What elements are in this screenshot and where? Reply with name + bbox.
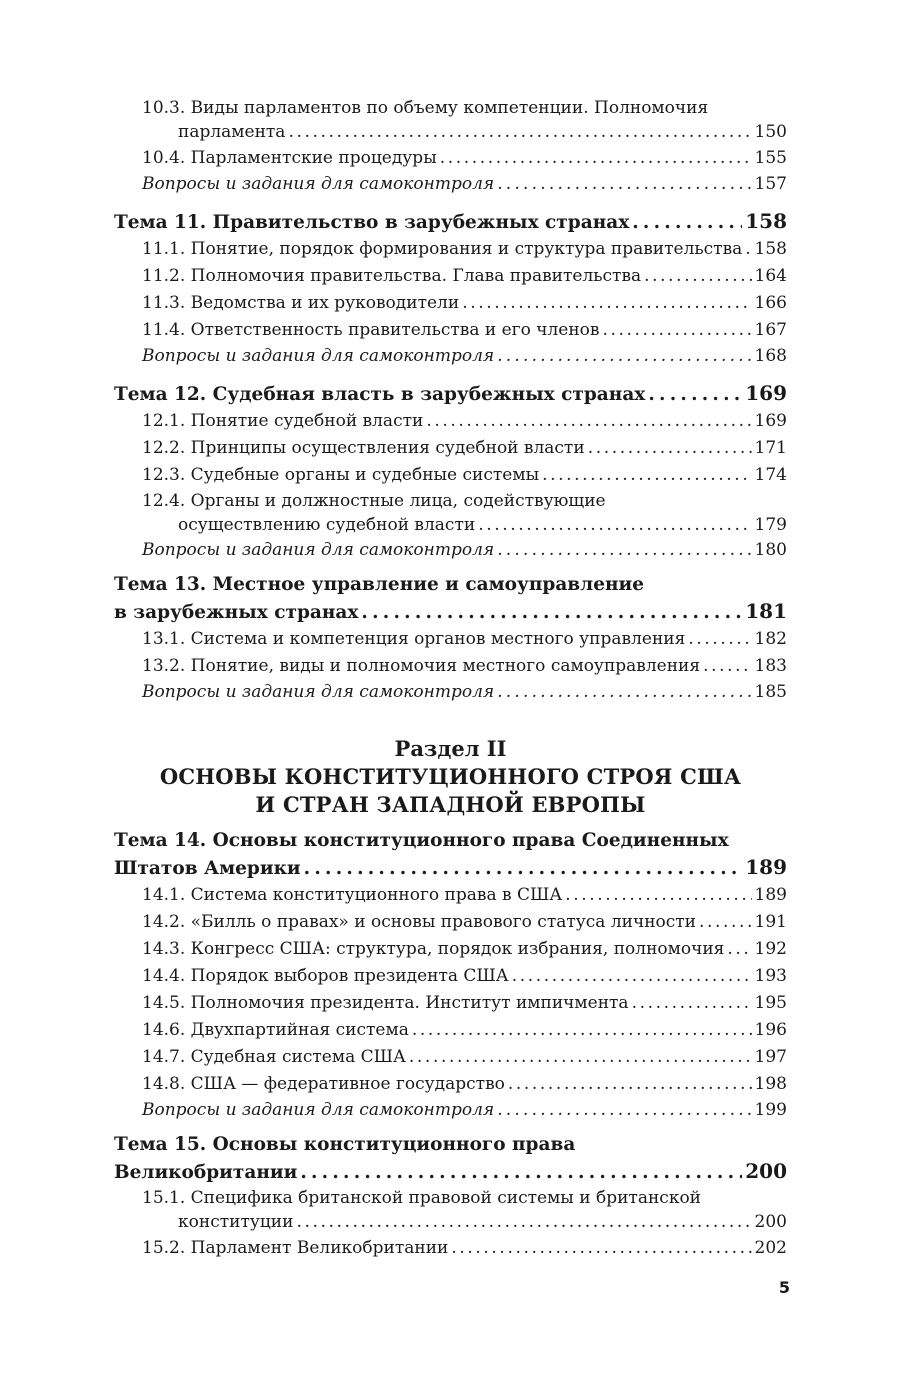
toc-entry-questions-12[interactable]: [114, 538, 787, 563]
toc-topic-12[interactable]: [114, 378, 787, 408]
toc-page-number: 171: [754, 438, 787, 458]
toc-entry-title: 14.2. «Билль о правах» и основы правового статуса личности: [142, 912, 697, 932]
dot-leader: [300, 1160, 742, 1186]
toc-entry-title: конституции: [178, 1212, 294, 1232]
toc-entry-14-8[interactable]: [114, 1071, 787, 1098]
toc-page-number: 191: [754, 912, 787, 932]
dot-leader: [648, 380, 742, 410]
section-title-line1: ОСНОВЫ КОНСТИТУЦИОННОГО СТРОЯ США: [159, 764, 742, 789]
toc-entry-12-3[interactable]: [114, 462, 787, 489]
toc-entry-title: 11.4. Ответственность правительства и его членов: [142, 320, 600, 340]
toc-entry-15-1[interactable]: [114, 1210, 787, 1235]
toc-entry-title: 11.3. Ведомства и их руководители: [142, 293, 460, 313]
toc-page-number: 189: [754, 885, 787, 905]
toc-page-number: 157: [754, 174, 787, 194]
toc-entry-14-2[interactable]: [114, 909, 787, 936]
toc-entry-15-2[interactable]: [114, 1235, 787, 1262]
toc-page-number: 197: [754, 1047, 787, 1067]
toc-entry-title: 14.5. Полномочия президента. Институт импичмента: [142, 993, 629, 1013]
toc-page-number: 166: [754, 293, 787, 313]
toc-topic-14-line1: Тема 14. Основы конституционного права Соединенных: [114, 830, 729, 851]
dot-leader: [412, 1017, 752, 1044]
dot-leader: [451, 1235, 751, 1262]
dot-leader: [703, 653, 751, 680]
toc-entry-12-4-line1: 12.4. Органы и должностные лица, содействующие: [142, 491, 606, 511]
toc-entry-title: Вопросы и задания для самоконтроля: [142, 540, 495, 560]
toc-topic-14[interactable]: [114, 854, 787, 882]
dot-leader: [512, 963, 752, 990]
toc-entry-10-4[interactable]: [114, 145, 787, 172]
toc-entry-questions-13[interactable]: [114, 680, 787, 705]
toc-entry-title: 14.8. США — федеративное государство: [142, 1074, 505, 1094]
toc-page-number: 150: [754, 122, 787, 142]
dot-leader: [602, 317, 751, 344]
toc-topic-11[interactable]: [114, 206, 787, 236]
toc-page-number: 169: [745, 381, 787, 405]
toc-entry-14-4[interactable]: [114, 963, 787, 990]
section-label: Раздел II: [394, 736, 507, 761]
dot-leader: [542, 462, 751, 489]
toc-entry-12-1[interactable]: [114, 408, 787, 435]
toc-entry-14-6[interactable]: [114, 1017, 787, 1044]
toc-entry-title: Вопросы и задания для самоконтроля: [142, 1100, 495, 1120]
toc-entry-title: 13.2. Понятие, виды и полномочия местного самоуправления: [142, 656, 701, 676]
dot-leader: [497, 344, 751, 369]
toc-page-number: 164: [754, 266, 787, 286]
dot-leader: [440, 145, 752, 172]
toc-topic-title: в зарубежных странах: [114, 602, 359, 623]
dot-leader: [588, 435, 752, 462]
dot-leader: [497, 1098, 751, 1123]
toc-page-number: 180: [754, 540, 787, 560]
toc-topic-title: Тема 11. Правительство в зарубежных странах: [114, 212, 630, 233]
toc-entry-11-3[interactable]: [114, 290, 787, 317]
dot-leader: [632, 990, 752, 1017]
toc-entry-title: Вопросы и задания для самоконтроля: [142, 346, 495, 366]
toc-page-number: 193: [754, 966, 787, 986]
toc-entry-title: парламента: [178, 122, 286, 142]
dot-leader: [426, 408, 751, 435]
toc-page-number: 196: [754, 1020, 787, 1040]
toc-entry-questions-11[interactable]: [114, 344, 787, 369]
toc-page-number: 200: [754, 1212, 787, 1232]
toc-entry-title: 14.4. Порядок выборов президента США: [142, 966, 509, 986]
dot-leader: [478, 513, 751, 537]
toc-topic-13-line1: Тема 13. Местное управление и самоуправление: [114, 574, 645, 595]
toc-entry-14-7[interactable]: [114, 1044, 787, 1071]
toc-page-number: 158: [745, 209, 787, 233]
toc-entry-12-2[interactable]: [114, 435, 787, 462]
toc-entry-title: 14.1. Система конституционного права в США: [142, 885, 563, 905]
toc-page-number: 200: [745, 1159, 787, 1183]
toc-entry-title: Вопросы и задания для самоконтроля: [142, 174, 495, 194]
toc-topic-15-line1: Тема 15. Основы конституционного права: [114, 1134, 576, 1155]
toc-entry-title: 15.2. Парламент Великобритании: [142, 1238, 449, 1258]
toc-entry-13-2[interactable]: [114, 653, 787, 680]
toc-page-number: 158: [754, 239, 787, 259]
toc-page-number: 189: [745, 855, 787, 879]
toc-entry-title: Вопросы и задания для самоконтроля: [142, 682, 495, 702]
dot-leader: [304, 856, 743, 882]
toc-entry-title: 11.2. Полномочия правительства. Глава правительства: [142, 266, 642, 286]
dot-leader: [745, 236, 751, 263]
toc-page-number: 181: [745, 599, 787, 623]
dot-leader: [409, 1044, 752, 1071]
dot-leader: [288, 120, 751, 144]
toc-entry-14-5[interactable]: [114, 990, 787, 1017]
dot-leader: [727, 936, 751, 963]
toc-entry-14-1[interactable]: [114, 882, 787, 909]
dot-leader: [644, 263, 751, 290]
toc-topic-title: Тема 12. Судебная власть в зарубежных странах: [114, 384, 646, 405]
section-title-line2: И СТРАН ЗАПАДНОЙ ЕВРОПЫ: [255, 792, 646, 817]
dot-leader: [632, 208, 742, 238]
toc-entry-10-3[interactable]: [114, 120, 787, 145]
dot-leader: [361, 600, 742, 626]
toc-entry-title: 14.6. Двухпартийная система: [142, 1020, 409, 1040]
toc-page-number: 155: [754, 148, 787, 168]
toc-entry-title: 12.1. Понятие судебной власти: [142, 411, 424, 431]
toc-entry-15-1-line1: 15.1. Специфика британской правовой системы и британской: [142, 1188, 702, 1208]
toc-entry-title: 12.3. Судебные органы и судебные системы: [142, 465, 540, 485]
section-heading: [114, 735, 787, 819]
dot-leader: [497, 172, 751, 197]
toc-page-number: 168: [754, 346, 787, 366]
dot-leader: [296, 1210, 751, 1234]
toc-entry-title: 14.7. Судебная система США: [142, 1047, 406, 1067]
toc-entry-title: осуществлению судебной власти: [178, 515, 476, 535]
toc-entry-title: 14.3. Конгресс США: структура, порядок избрания, полномочия: [142, 939, 725, 959]
toc-page-number: 169: [754, 411, 787, 431]
toc-entry-title: 13.1. Система и компетенция органов местного управления: [142, 629, 686, 649]
dot-leader: [497, 680, 751, 705]
toc-page-number: 192: [754, 939, 787, 959]
dot-leader: [508, 1071, 752, 1098]
toc-entry-10-3-line1: 10.3. Виды парламентов по объему компетенции. Полномочия: [142, 98, 709, 118]
toc-entry-12-4[interactable]: [114, 513, 787, 538]
toc-page-number: 195: [754, 993, 787, 1013]
toc-page-number: 183: [754, 656, 787, 676]
toc-entry-11-1[interactable]: [114, 236, 787, 263]
toc-page-number: 174: [754, 465, 787, 485]
toc-page-number: 179: [754, 515, 787, 535]
toc-page-number: 198: [754, 1074, 787, 1094]
toc-entry-14-3[interactable]: [114, 936, 787, 963]
toc-page-number: 182: [754, 629, 787, 649]
dot-leader: [497, 538, 751, 563]
toc-entry-questions-10[interactable]: [114, 172, 787, 197]
toc-page-number: 167: [754, 320, 787, 340]
toc-page-number: 202: [754, 1238, 787, 1258]
toc-page-number: 199: [754, 1100, 787, 1120]
dot-leader: [699, 909, 752, 936]
page-number: 5: [778, 1278, 790, 1297]
toc-entry-11-4[interactable]: [114, 317, 787, 344]
toc-topic-15[interactable]: [114, 1158, 787, 1186]
toc-entry-13-1[interactable]: [114, 626, 787, 653]
dot-leader: [688, 626, 751, 653]
toc-entry-questions-14[interactable]: [114, 1098, 787, 1123]
toc-topic-title: Великобритании: [114, 1162, 298, 1183]
toc-page-number: 185: [754, 682, 787, 702]
toc-entry-title: 11.1. Понятие, порядок формирования и структура правительства: [142, 239, 743, 259]
toc-topic-title: Штатов Америки: [114, 858, 301, 879]
toc-entry-11-2[interactable]: [114, 263, 787, 290]
dot-leader: [462, 290, 751, 317]
dot-leader: [565, 882, 751, 909]
toc-entry-title: 12.2. Принципы осуществления судебной власти: [142, 438, 585, 458]
toc-topic-13[interactable]: [114, 598, 787, 626]
toc-entry-title: 10.4. Парламентские процедуры: [142, 148, 437, 168]
table-of-contents: [114, 96, 787, 1262]
